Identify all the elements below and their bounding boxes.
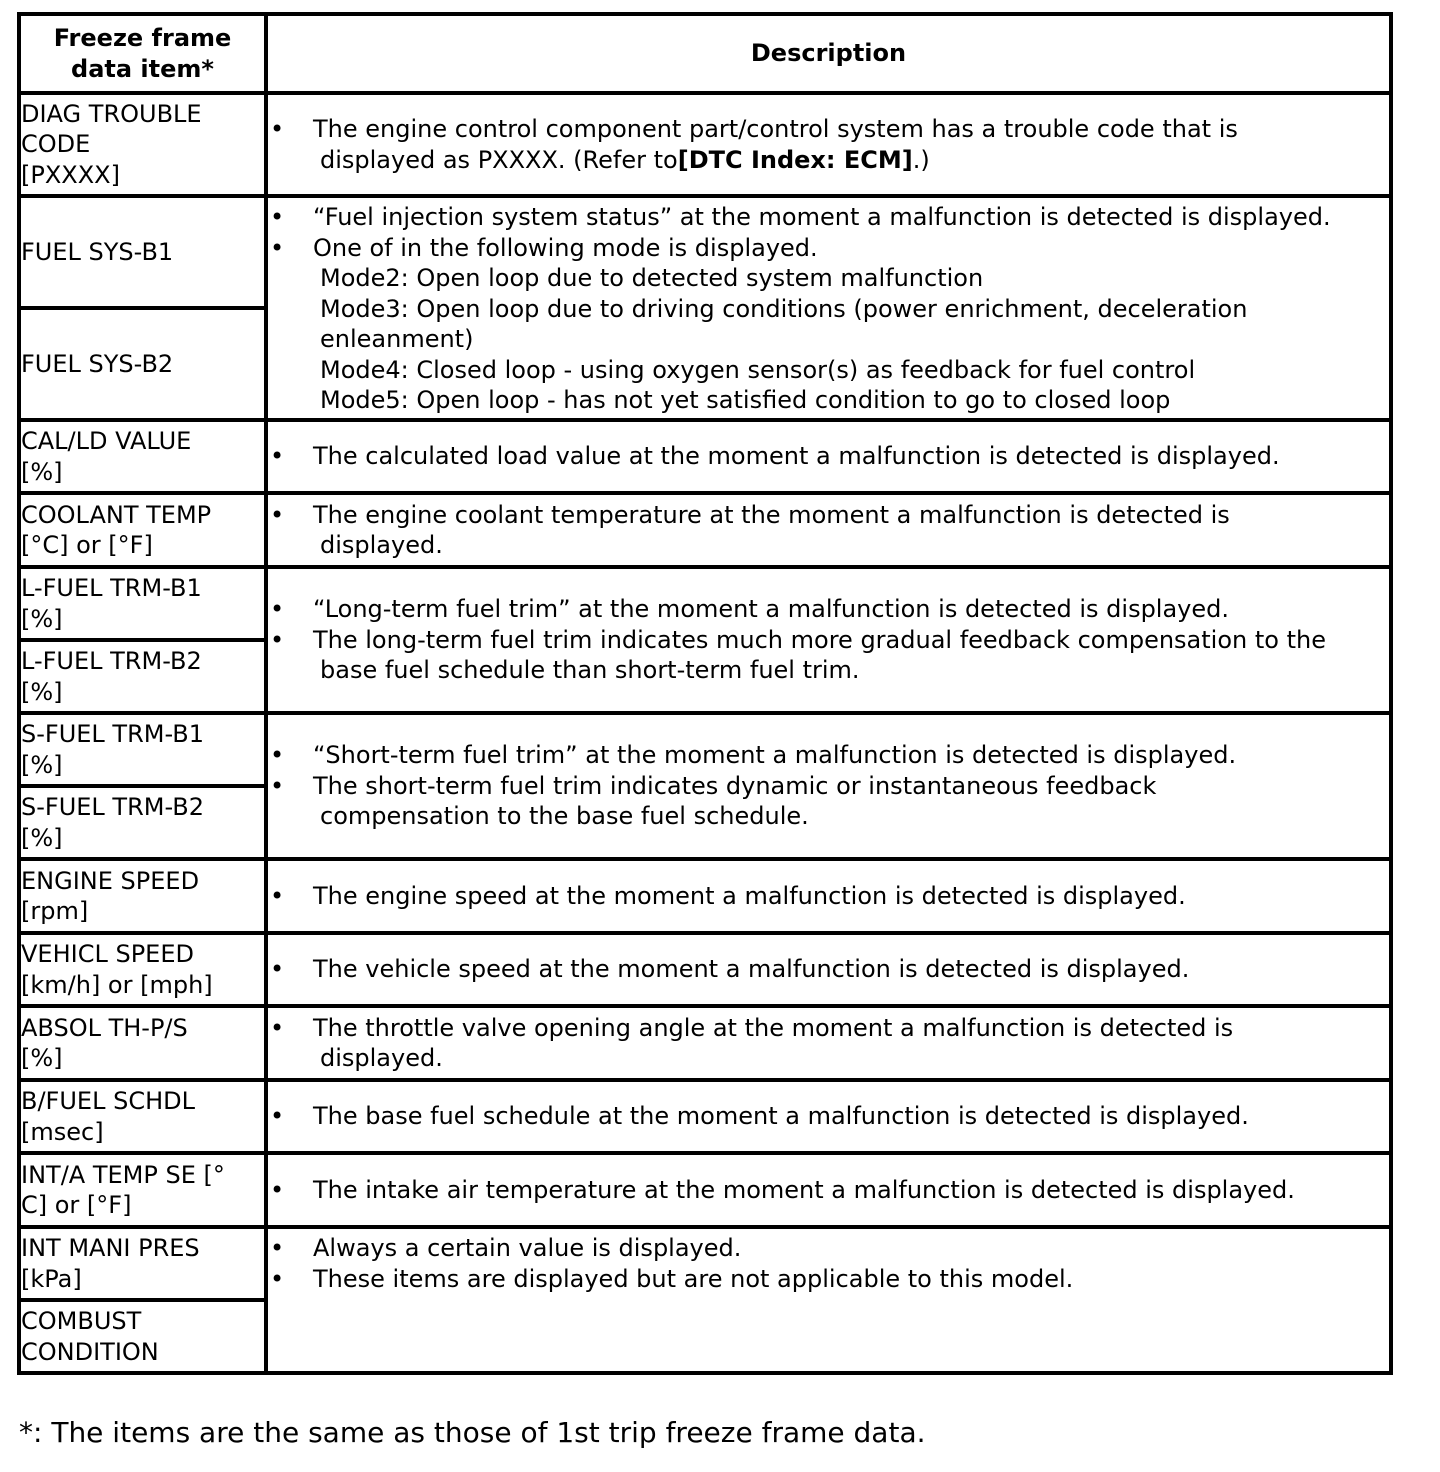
desc-line-cont: base fuel schedule than short-term fuel trim. bbox=[320, 656, 860, 685]
desc-s-fuel-trm bbox=[266, 713, 1391, 859]
table-row-absol-th-ps bbox=[19, 1006, 1391, 1080]
item-coolant-temp: COOLANT TEMP [°C] or [°F] bbox=[19, 493, 266, 567]
desc-line-cont: compensation to the base fuel schedule. bbox=[320, 802, 809, 831]
desc-line: • “Long-term fuel trim” at the moment a malfunction is detected is displayed. bbox=[268, 594, 1389, 625]
table-row-l-fuel-trm-b1 bbox=[19, 567, 1391, 640]
desc-line: • Always a certain value is displayed. bbox=[268, 1233, 1389, 1264]
desc-absol-th-ps bbox=[266, 1006, 1391, 1080]
item-vehicle-speed: VEHICL SPEED [km/h] or [mph] bbox=[19, 933, 266, 1006]
desc-line-refer bbox=[268, 145, 1389, 176]
desc-line: • The intake air temperature at the moment a malfunction is detected is displayed. bbox=[268, 1175, 1389, 1206]
desc-line: • The short-term fuel trim indicates dynamic or instantaneous feedback bbox=[268, 771, 1389, 802]
dtc-index-link[interactable]: [DTC Index: ECM] bbox=[677, 145, 913, 174]
item-s-fuel-trm-b1: S-FUEL TRM-B1 [%] bbox=[19, 713, 266, 786]
desc-fuel-sys bbox=[266, 196, 1391, 420]
desc-text: displayed as PXXXX. (Refer to bbox=[320, 145, 678, 174]
desc-b-fuel-schdl bbox=[266, 1080, 1391, 1153]
item-fuel-sys-b1: FUEL SYS-B1 bbox=[19, 196, 266, 308]
desc-line: • The throttle valve opening angle at the moment a malfunction is detected is bbox=[268, 1013, 1389, 1044]
table-row-s-fuel-trm-b1 bbox=[19, 713, 1391, 786]
footnote: *: The items are the same as those of 1st trip freeze frame data. bbox=[19, 1416, 926, 1449]
item-cal-ld-value: CAL/LD VALUE [%] bbox=[19, 420, 266, 493]
item-int-mani-pres: INT MANI PRES [kPa] bbox=[19, 1227, 266, 1300]
desc-line: • “Fuel injection system status” at the moment a malfunction is detected is displayed. bbox=[268, 202, 1389, 233]
table-header-row bbox=[19, 14, 1391, 93]
item-b-fuel-schdl: B/FUEL SCHDL [msec] bbox=[19, 1080, 266, 1153]
desc-line: • The engine control component part/control system has a trouble code that is bbox=[268, 114, 1389, 145]
item-engine-speed: ENGINE SPEED [rpm] bbox=[19, 859, 266, 933]
desc-l-fuel-trm bbox=[266, 567, 1391, 713]
table-row-coolant-temp bbox=[19, 493, 1391, 567]
table-row-vehicle-speed bbox=[19, 933, 1391, 1006]
desc-engine-speed bbox=[266, 859, 1391, 933]
item-absol-th-ps: ABSOL TH-P/S [%] bbox=[19, 1006, 266, 1080]
desc-int-a-temp bbox=[266, 1153, 1391, 1227]
desc-line-mode3: Mode3: Open loop due to driving conditions (power enrichment, deceleration bbox=[320, 294, 1248, 323]
table-row-b-fuel-schdl bbox=[19, 1080, 1391, 1153]
item-s-fuel-trm-b2: S-FUEL TRM-B2 [%] bbox=[19, 786, 266, 859]
desc-int-mani-pres bbox=[266, 1227, 1391, 1373]
item-combust-condition: COMBUST CONDITION bbox=[19, 1300, 266, 1373]
desc-text: .) bbox=[912, 145, 930, 174]
item-l-fuel-trm-b2: L-FUEL TRM-B2 [%] bbox=[19, 640, 266, 713]
table-row-cal-ld-value bbox=[19, 420, 1391, 493]
desc-line: • The base fuel schedule at the moment a malfunction is detected is displayed. bbox=[268, 1101, 1389, 1132]
desc-line-mode4: Mode4: Closed loop - using oxygen sensor(s) as feedback for fuel control bbox=[320, 355, 1196, 384]
desc-line: • “Short-term fuel trim” at the moment a malfunction is detected is displayed. bbox=[268, 740, 1389, 771]
desc-diag-trouble-code bbox=[266, 93, 1391, 196]
desc-line-mode5: Mode5: Open loop - has not yet satisfied condition to go to closed loop bbox=[320, 386, 1171, 414]
item-diag-trouble-code: DIAG TROUBLE CODE [PXXXX] bbox=[19, 93, 266, 196]
desc-line: • The calculated load value at the moment a malfunction is detected is displayed. bbox=[268, 441, 1389, 472]
desc-line: • These items are displayed but are not applicable to this model. bbox=[268, 1264, 1389, 1295]
table-row-int-a-temp bbox=[19, 1153, 1391, 1227]
header-item: Freeze frame data item* bbox=[19, 14, 266, 93]
item-fuel-sys-b2: FUEL SYS-B2 bbox=[19, 308, 266, 420]
desc-vehicle-speed bbox=[266, 933, 1391, 1006]
table-row-fuel-sys-b1 bbox=[19, 196, 1391, 308]
desc-line: • The engine speed at the moment a malfunction is detected is displayed. bbox=[268, 881, 1389, 912]
item-l-fuel-trm-b1: L-FUEL TRM-B1 [%] bbox=[19, 567, 266, 640]
item-int-a-temp: INT/A TEMP SE [° C] or [°F] bbox=[19, 1153, 266, 1227]
freeze-frame-data-table bbox=[17, 12, 1393, 1375]
desc-line: • The vehicle speed at the moment a malfunction is detected is displayed. bbox=[268, 954, 1389, 985]
header-description: Description bbox=[266, 14, 1391, 93]
table-row-engine-speed bbox=[19, 859, 1391, 933]
desc-line-mode3-cont: enleanment) bbox=[320, 325, 474, 353]
desc-cal-ld-value bbox=[266, 420, 1391, 493]
desc-line: • One of in the following mode is displayed. bbox=[268, 233, 1389, 264]
desc-line-mode2: Mode2: Open loop due to detected system malfunction bbox=[320, 264, 984, 292]
table-row-diag-trouble-code bbox=[19, 93, 1391, 196]
table-row-int-mani-pres bbox=[19, 1227, 1391, 1300]
desc-line: • The long-term fuel trim indicates much more gradual feedback compensation to the bbox=[268, 625, 1389, 656]
desc-line-cont: displayed. bbox=[320, 1044, 443, 1072]
desc-line: • The engine coolant temperature at the moment a malfunction is detected is bbox=[268, 500, 1389, 531]
desc-coolant-temp bbox=[266, 493, 1391, 567]
desc-line-cont: displayed. bbox=[320, 531, 443, 559]
